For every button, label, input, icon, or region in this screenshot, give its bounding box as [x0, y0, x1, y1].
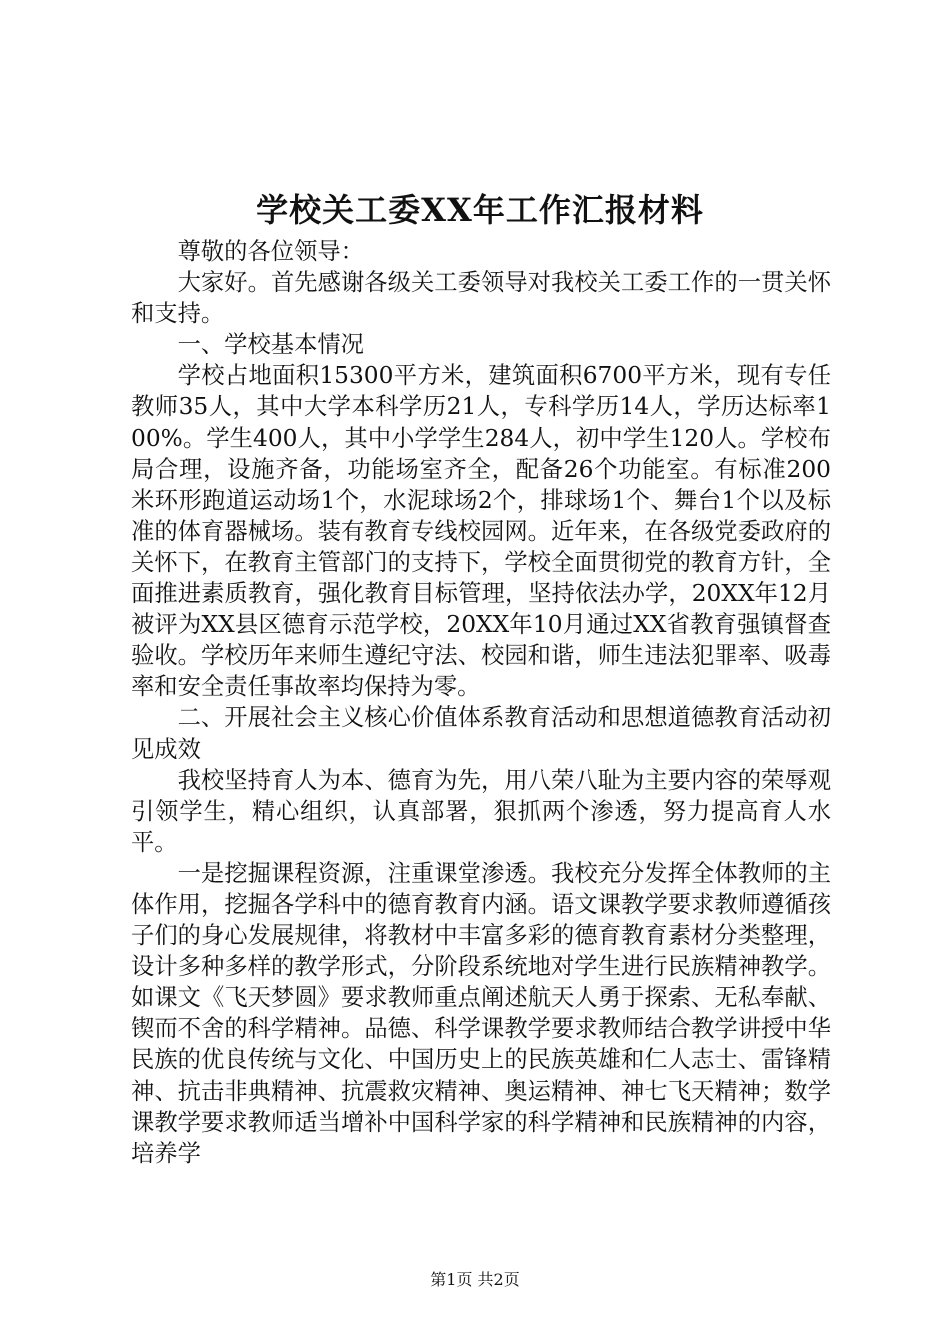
section-heading-2: 二、开展社会主义核心价值体系教育活动和思想道德教育活动初见成效	[131, 704, 831, 763]
page-footer: 第1页 共2页	[430, 1270, 520, 1289]
section-heading-1: 一、学校基本情况	[177, 331, 364, 359]
salutation: 尊敬的各位领导：	[177, 238, 364, 265]
paragraph-moral-education: 我校坚持育人为本、德育为先，用八荣八耻为主要内容的荣辱观引领学生，精心组织，认真部署，狠抓两个渗透，努力提高育人水平。	[131, 766, 831, 856]
paragraph-school-overview: 学校占地面积15300平方米，建筑面积6700平方米，现有专任教师35人，其中大学本科学历21人，专科学历14人，学历达标率100%。学生400人，其中小学学生284人，初中学生120人。学校布局合理，设施齐备，功能场室齐全，配备26个功能室。有标准200米环形跑道运动场1个，水泥球场2个，排球场1个、舞台1个以及标准的体育器械场。装有教育专线校园网。近年来，在各级党委政府的关怀下，在教育主管部门的支持下，学校全面贯彻党的教育方针，全面推进素质教育，强化教育目标管理，坚持依法办学，20XX年12月被评为XX县区德育示范学校，20XX年10月通过XX省教育强镇督查验收。学校历年来师生遵纪守法、校园和谐，师生违法犯罪率、吸毒率和安全责任事故率均保持为零。	[131, 362, 831, 701]
document-body	[131, 236, 831, 1169]
paragraph-curriculum: 一是挖掘课程资源，注重课堂渗透。我校充分发挥全体教师的主体作用，挖掘各学科中的德育教育内涵。语文课教学要求教师遵循孩子们的身心发展规律，将教材中丰富多彩的德育教育素材分类整理，设计多种多样的教学形式，分阶段系统地对学生进行民族精神教学。如课文《飞天梦圆》要求教师重点阐述航天人勇于探索、无私奉献、锲而不舍的科学精神。品德、科学课教学要求教师结合教学讲授中华民族的优良传统与文化、中国历史上的民族英雄和仁人志士、雷锋精神、抗击非典精神、抗震救灾精神、奥运精神、神七飞天精神；数学课教学要求教师适当增补中国科学家的科学精神和民族精神的内容，培养学	[131, 859, 831, 1167]
paragraph-greeting: 大家好。首先感谢各级关工委领导对我校关工委工作的一贯关怀和支持。	[131, 269, 831, 328]
document-title: 学校关工委XX年工作汇报材料	[256, 191, 704, 229]
